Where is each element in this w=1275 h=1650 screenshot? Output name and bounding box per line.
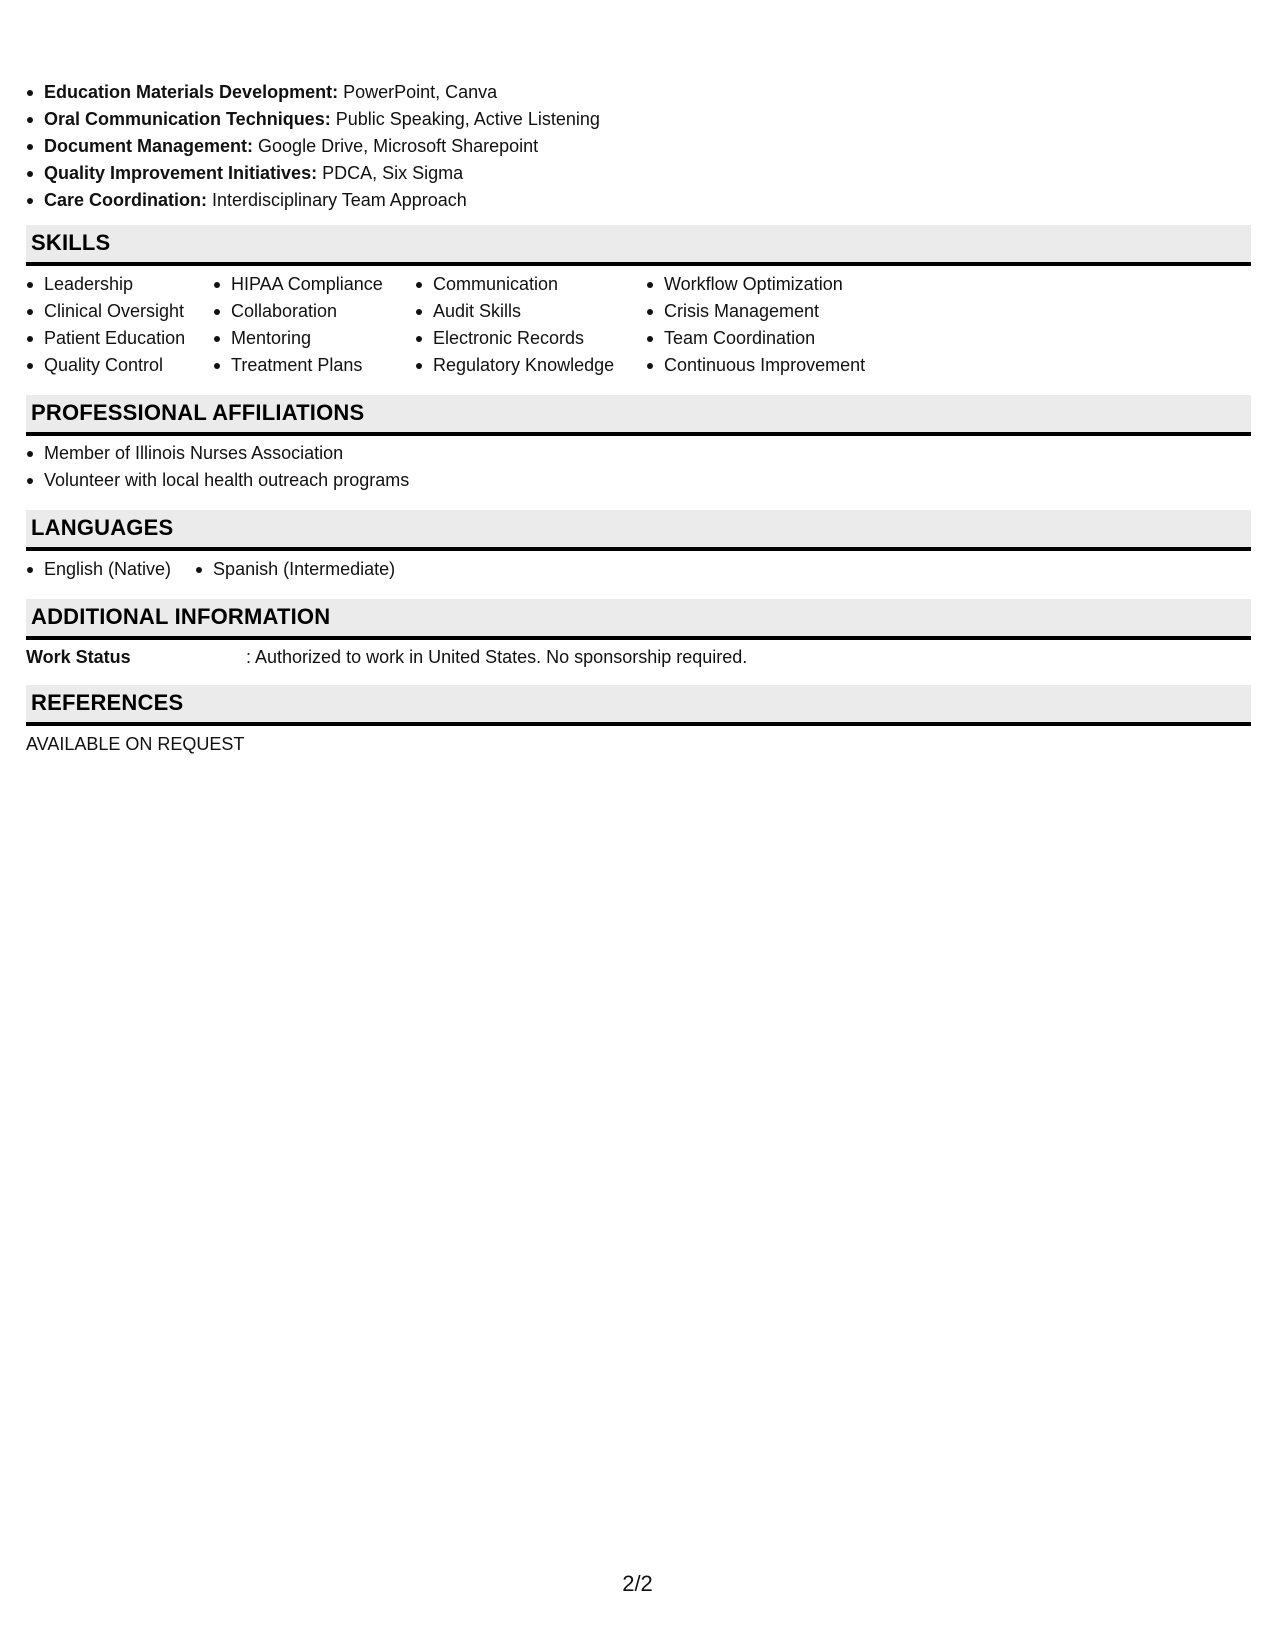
list-item: English (Native) bbox=[26, 556, 171, 583]
section-title: REFERENCES bbox=[31, 690, 184, 715]
list-item: Regulatory Knowledge bbox=[415, 352, 646, 379]
list-item: HIPAA Compliance bbox=[213, 271, 415, 298]
list-item: Continuous Improvement bbox=[646, 352, 906, 379]
list-item: Member of Illinois Nurses Association bbox=[26, 440, 409, 467]
work-status-value: : Authorized to work in United States. No sponsorship required. bbox=[246, 647, 748, 667]
list-item: Communication bbox=[415, 271, 646, 298]
skills-columns bbox=[26, 271, 906, 379]
list-item: Leadership bbox=[26, 271, 213, 298]
section-title: ADDITIONAL INFORMATION bbox=[31, 604, 331, 629]
work-status-row bbox=[26, 644, 747, 671]
tools-list bbox=[26, 79, 600, 214]
section-header-skills bbox=[26, 225, 1251, 266]
skills-column bbox=[26, 271, 213, 379]
list-item: Clinical Oversight bbox=[26, 298, 213, 325]
skills-column bbox=[415, 271, 646, 379]
page-number: 2/2 bbox=[622, 1571, 653, 1596]
list-item: Audit Skills bbox=[415, 298, 646, 325]
section-header-references bbox=[26, 685, 1251, 726]
section-header-languages bbox=[26, 510, 1251, 551]
list-item: Quality Improvement Initiatives: PDCA, Six Sigma bbox=[26, 160, 600, 187]
references-text: AVAILABLE ON REQUEST bbox=[26, 734, 245, 754]
section-header-affiliations bbox=[26, 395, 1251, 436]
list-item: Document Management: Google Drive, Microsoft Sharepoint bbox=[26, 133, 600, 160]
section-title: SKILLS bbox=[31, 230, 111, 255]
list-item: Education Materials Development: PowerPoint, Canva bbox=[26, 79, 600, 106]
list-item: Workflow Optimization bbox=[646, 271, 906, 298]
affiliations-list bbox=[26, 440, 409, 494]
section-header-additional bbox=[26, 599, 1251, 640]
languages-list bbox=[26, 556, 419, 583]
list-item: Electronic Records bbox=[415, 325, 646, 352]
list-item: Quality Control bbox=[26, 352, 213, 379]
section-title: LANGUAGES bbox=[31, 515, 174, 540]
list-item: Mentoring bbox=[213, 325, 415, 352]
section-title: PROFESSIONAL AFFILIATIONS bbox=[31, 400, 365, 425]
list-item: Oral Communication Techniques: Public Speaking, Active Listening bbox=[26, 106, 600, 133]
skills-column bbox=[646, 271, 906, 379]
list-item: Care Coordination: Interdisciplinary Team Approach bbox=[26, 187, 600, 214]
list-item: Team Coordination bbox=[646, 325, 906, 352]
list-item: Patient Education bbox=[26, 325, 213, 352]
skills-column bbox=[213, 271, 415, 379]
work-status-label: Work Status bbox=[26, 647, 131, 667]
list-item: Collaboration bbox=[213, 298, 415, 325]
list-item: Spanish (Intermediate) bbox=[195, 556, 395, 583]
list-item: Volunteer with local health outreach programs bbox=[26, 467, 409, 494]
list-item: Crisis Management bbox=[646, 298, 906, 325]
list-item: Treatment Plans bbox=[213, 352, 415, 379]
